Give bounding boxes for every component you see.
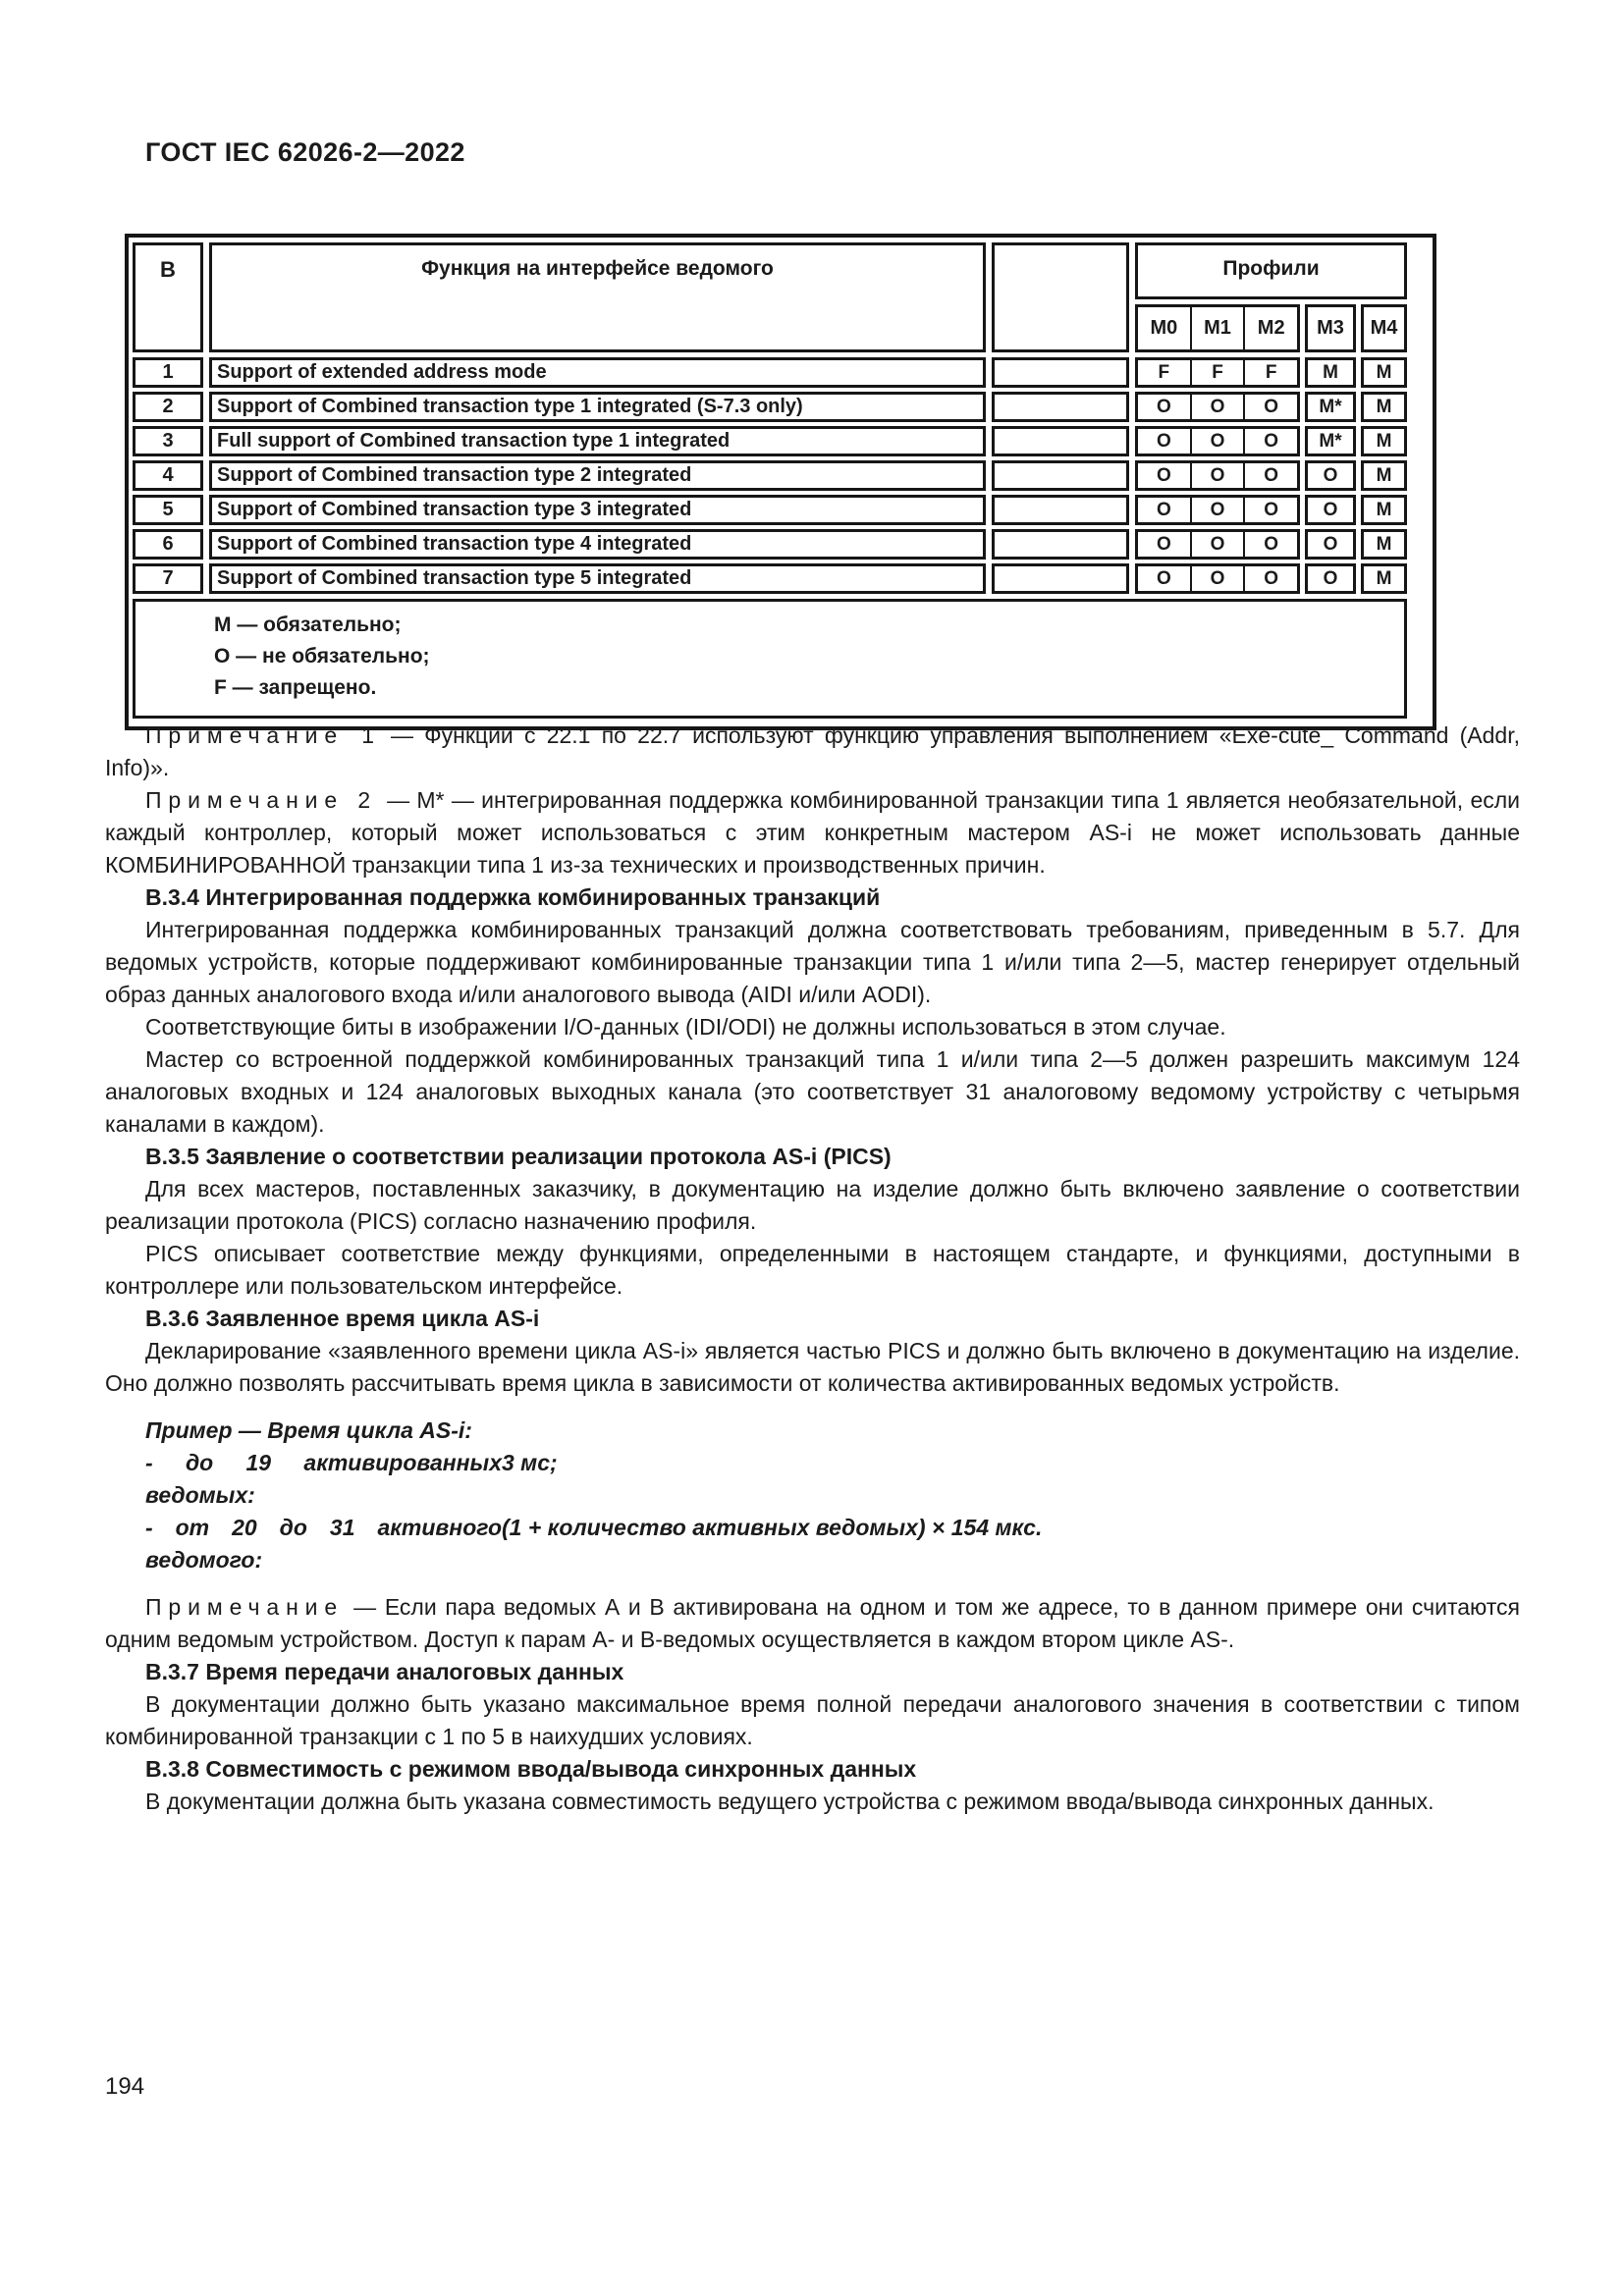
value-group [1135, 357, 1300, 388]
cell-m0: O [1156, 430, 1171, 452]
cell-m2: O [1243, 395, 1297, 419]
table-row [133, 460, 1407, 491]
paragraph: Декларирование «заявленного времени цикла AS-i» является частью PICS и должно быть включено в документацию на изделие. Оно должно позволять рассчитывать время цикла в зависимости от количества активированных ведомых устройств. [105, 1338, 1520, 1396]
note-1 [105, 720, 1520, 784]
profiles-label: Профили [1135, 242, 1407, 299]
table-row [133, 392, 1407, 422]
cell-m0: O [1156, 533, 1171, 555]
row-values [1135, 495, 1407, 525]
row-empty-cell [992, 392, 1129, 422]
paragraph: В документации должна быть указана совместимость ведущего устройства с режимом ввода/вывода синхронных данных. [145, 1789, 1435, 1814]
row-empty-cell [992, 563, 1129, 594]
page-number: 194 [105, 2073, 145, 2100]
legend-o: О — не обязательно; [214, 645, 430, 667]
row-number: 4 [133, 460, 203, 491]
example-value: 3 мс; [502, 1450, 558, 1475]
heading-b-3-4: В.3.4 Интегрированная поддержка комбинированных транзакций [145, 884, 881, 910]
column-header-empty [992, 242, 1129, 352]
column-header-m1: M1 [1190, 307, 1244, 349]
row-empty-cell [992, 426, 1129, 456]
heading-b-3-5: В.3.5 Заявление о соответствии реализации протокола AS-i (PICS) [145, 1144, 892, 1169]
cell-m1: O [1190, 566, 1244, 591]
column-header-m3: M3 [1305, 304, 1356, 352]
heading-b-3-8: В.3.8 Совместимость с режимом ввода/вывода синхронных данных [145, 1756, 917, 1782]
cell-m0: F [1158, 361, 1170, 383]
row-function: Support of extended address mode [209, 357, 986, 388]
example-label: - от 20 до 31 активного ведомого: [145, 1515, 502, 1573]
profiles-header-group [1135, 242, 1407, 352]
column-header-m2: M2 [1243, 307, 1297, 349]
paragraph: В документации должно быть указано максимальное время полной передачи аналогового значения в соответствии с типом комбинированной транзакции с 1 по 5 в наихудших условиях. [105, 1691, 1520, 1749]
cell-m4: M [1361, 392, 1407, 422]
cell-m0: O [1156, 396, 1171, 417]
legend-f: F — запрещено. [214, 676, 377, 699]
cell-m1: O [1190, 463, 1244, 488]
profile-group-m0-m2 [1135, 304, 1300, 352]
table-row [133, 426, 1407, 456]
legend-m: М — обязательно; [214, 614, 402, 636]
row-empty-cell [992, 529, 1129, 560]
paragraph: Интегрированная поддержка комбинированных транзакций должна соответствовать требованиям, приведенным в 5.7. Для ведомых устройств, которые поддерживают комбинированные транзакции типа 1 и/или типа 2—5, мастер генерирует отдельный образ данных аналогового входа и/или аналогового вывода (AIDI и/или AODI). [105, 917, 1520, 1007]
row-values [1135, 392, 1407, 422]
cell-m1: O [1190, 395, 1244, 419]
column-header-m4: M4 [1361, 304, 1407, 352]
cell-m3: O [1305, 529, 1356, 560]
cell-m4: M [1361, 563, 1407, 594]
conformance-table [125, 234, 1436, 730]
value-group [1135, 426, 1300, 456]
value-group [1135, 392, 1300, 422]
paragraph: Мастер со встроенной поддержкой комбинированных транзакций типа 1 и/или типа 2—5 должен разрешить максимум 124 аналоговых входных и 124 аналоговых выходных канала (это соответствует 31 аналоговому ведомому устройству с четырьмя каналами в каждом). [105, 1046, 1520, 1137]
cell-m2: O [1243, 566, 1297, 591]
row-function: Support of Combined transaction type 4 integrated [209, 529, 986, 560]
cell-m3: M* [1305, 392, 1356, 422]
paragraph: PICS описывает соответствие между функциями, определенными в настоящем стандарте, и функциями, доступными в контроллере или пользовательском интерфейсе. [105, 1241, 1520, 1299]
cell-m4: M [1361, 426, 1407, 456]
cell-m2: O [1243, 498, 1297, 522]
cell-m1: O [1190, 532, 1244, 557]
note-2-label: Примечание 2 [145, 787, 378, 813]
row-empty-cell [992, 357, 1129, 388]
example-title: Пример — Время цикла AS-i: [145, 1417, 472, 1443]
note-2 [105, 784, 1520, 881]
row-function: Support of Combined transaction type 1 integrated (S-7.3 only) [209, 392, 986, 422]
table-row [133, 495, 1407, 525]
paragraph: Соответствующие биты в изображении I/O-данных (IDI/ODI) не должны использоваться в этом случае. [145, 1014, 1226, 1040]
cell-m2: O [1243, 463, 1297, 488]
row-number: 3 [133, 426, 203, 456]
value-group [1135, 563, 1300, 594]
cell-m3: M [1305, 357, 1356, 388]
cell-m0: O [1156, 499, 1171, 520]
note-3-label: Примечание [145, 1594, 345, 1620]
cell-m4: M [1361, 460, 1407, 491]
value-group [1135, 529, 1300, 560]
cell-m3: O [1305, 563, 1356, 594]
example-label: - до 19 активированных ведомых: [145, 1450, 502, 1508]
row-number: 6 [133, 529, 203, 560]
row-empty-cell [992, 460, 1129, 491]
cell-m3: O [1305, 495, 1356, 525]
column-header-function: Функция на интерфейсе ведомого [209, 242, 986, 352]
cell-m0: O [1156, 567, 1171, 589]
row-values [1135, 460, 1407, 491]
row-values [1135, 357, 1407, 388]
row-number: 5 [133, 495, 203, 525]
cell-m1: O [1190, 498, 1244, 522]
row-number: 2 [133, 392, 203, 422]
row-number: 7 [133, 563, 203, 594]
row-function: Support of Combined transaction type 2 integrated [209, 460, 986, 491]
cell-m2: F [1243, 360, 1297, 385]
example-value: (1 + количество активных ведомых) × 154 мкс. [502, 1515, 1043, 1540]
table-row [133, 529, 1407, 560]
cell-m3: M* [1305, 426, 1356, 456]
note-3-text: — Если пара ведомых А и В активирована на одном и том же адресе, то в данном примере они считаются одним ведомым устройством. Доступ к парам А- и В-ведомых осуществляется в каждом втором цикле AS-. [105, 1594, 1520, 1652]
table-legend [133, 599, 1407, 719]
table-header-row [133, 242, 1407, 352]
row-empty-cell [992, 495, 1129, 525]
value-group [1135, 460, 1300, 491]
note-1-text: — Функции с 22.1 по 22.7 используют функцию управления выполнением «Exe-cute_ Command (Addr, Info)». [105, 722, 1521, 780]
cell-m2: O [1243, 429, 1297, 454]
cell-m4: M [1361, 357, 1407, 388]
heading-b-3-6: В.3.6 Заявленное время цикла AS-i [145, 1306, 540, 1331]
cell-m4: M [1361, 529, 1407, 560]
body-text [105, 720, 1520, 1818]
row-values [1135, 563, 1407, 594]
column-header-b: В [133, 242, 203, 352]
row-number: 1 [133, 357, 203, 388]
profile-columns [1135, 304, 1407, 352]
row-function: Support of Combined transaction type 3 integrated [209, 495, 986, 525]
note-2-text: — М* — интегрированная поддержка комбинированной транзакции типа 1 является необязательной, если каждый контроллер, который может использоваться с этим конкретным мастером AS-i не может использовать данные КОМБИНИРОВАННОЙ транзакции типа 1 из-за технических и производственных причин. [105, 787, 1521, 878]
table-row [133, 563, 1407, 594]
cell-m1: F [1190, 360, 1244, 385]
row-values [1135, 426, 1407, 456]
cell-m4: M [1361, 495, 1407, 525]
example-row [145, 1512, 1520, 1576]
row-values [1135, 529, 1407, 560]
cell-m3: O [1305, 460, 1356, 491]
table-row [133, 357, 1407, 388]
standard-designation: ГОСТ IEC 62026-2—2022 [145, 137, 465, 167]
cell-m0: O [1156, 464, 1171, 486]
cell-m2: O [1243, 532, 1297, 557]
example-block [105, 1415, 1520, 1576]
example-row [145, 1447, 1520, 1512]
note-3 [105, 1591, 1520, 1656]
column-header-m0: M0 [1150, 317, 1178, 339]
note-1-label: Примечание 1 [145, 722, 381, 748]
value-group [1135, 495, 1300, 525]
paragraph: Для всех мастеров, поставленных заказчику, в документацию на изделие должно быть включено заявление о соответствии реализации протокола (PICS) согласно назначению профиля. [105, 1176, 1520, 1234]
row-function: Full support of Combined transaction type 1 integrated [209, 426, 986, 456]
cell-m1: O [1190, 429, 1244, 454]
row-function: Support of Combined transaction type 5 integrated [209, 563, 986, 594]
heading-b-3-7: В.3.7 Время передачи аналоговых данных [145, 1659, 624, 1684]
